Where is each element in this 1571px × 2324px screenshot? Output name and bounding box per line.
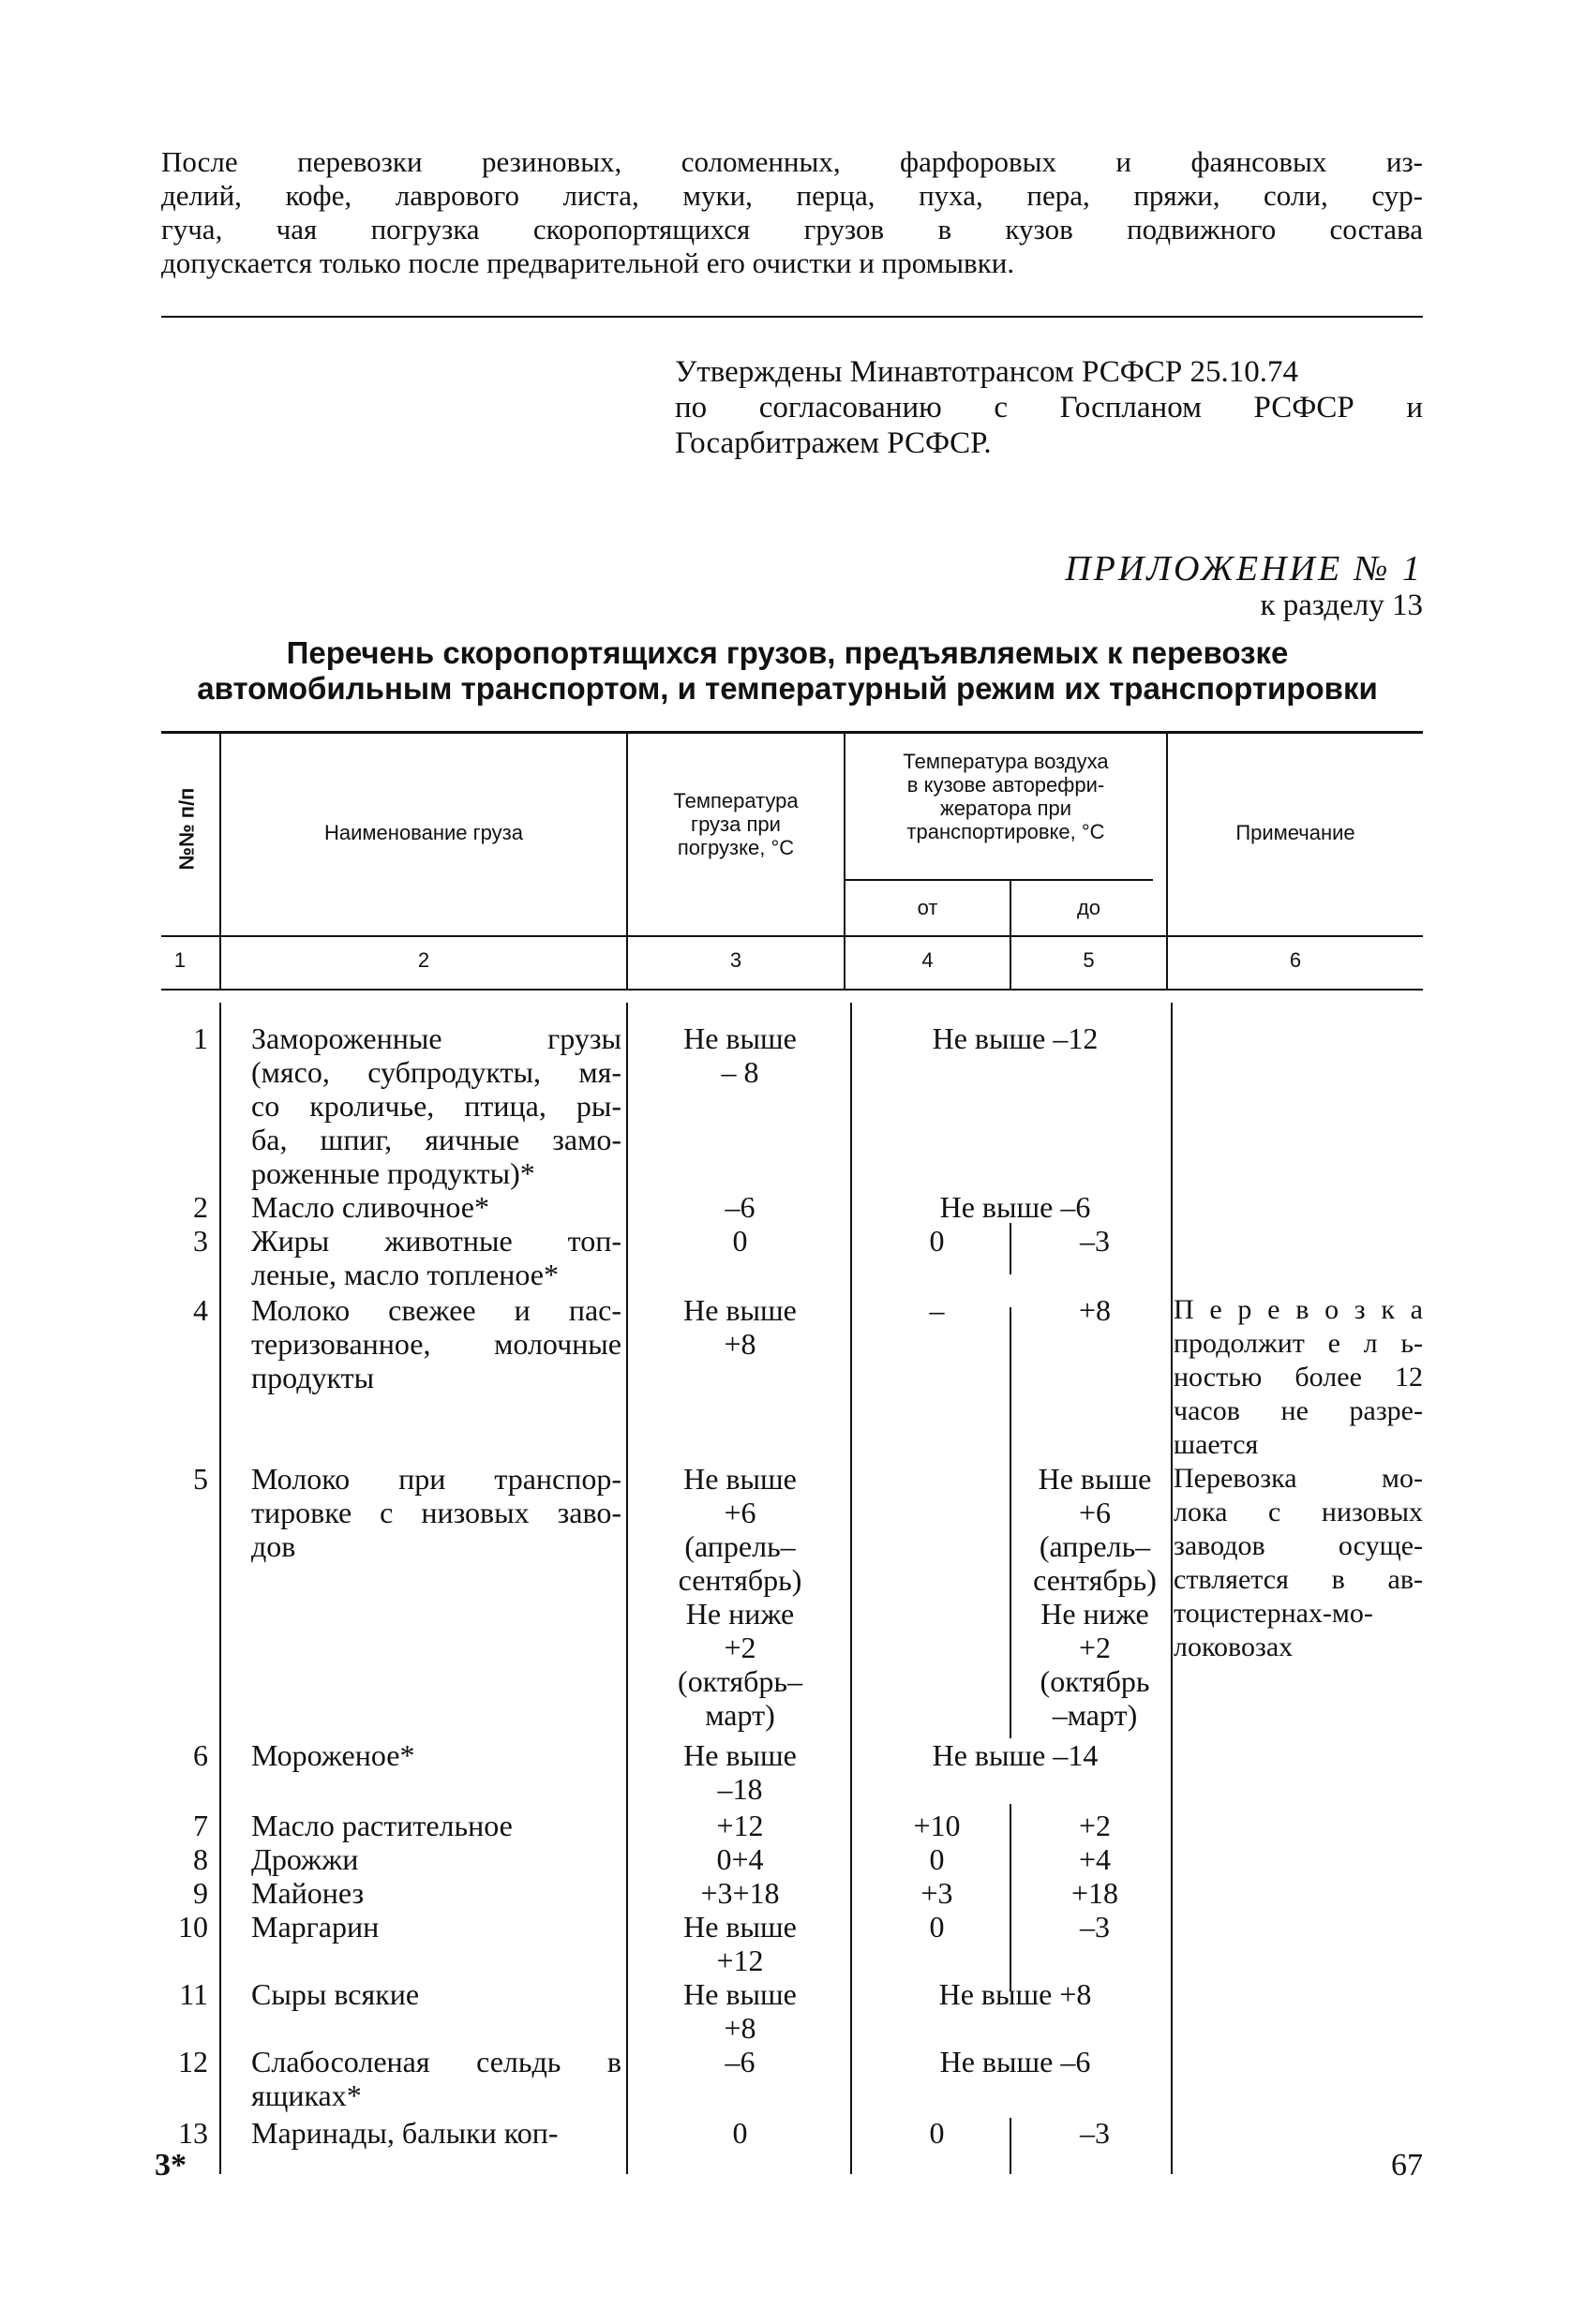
load-temp [635, 1977, 845, 2045]
air-temp-span: Не выше +8 [938, 1977, 1092, 2011]
row-number: 11 [179, 1977, 208, 2011]
appendix-subtitle: к разделу 13 [1260, 588, 1423, 622]
header-line: погрузке, °С [677, 836, 795, 859]
cargo-table [161, 731, 1423, 2174]
table-colnum-rule [161, 989, 1423, 991]
air-temp-from [860, 1224, 1014, 1258]
name-line: Маргарин [251, 1910, 380, 1944]
value-line: – 8 [721, 1055, 759, 1089]
cargo-name [251, 1842, 621, 1876]
column-number: 3 [729, 948, 742, 972]
row-number: 5 [193, 1462, 208, 1496]
name-line: (мясо, субпродукты, мя- [251, 1055, 621, 1089]
value-line: –3 [1080, 1910, 1110, 1944]
cargo-name [251, 1021, 621, 1190]
intro-line: делий, кофе, лаврового листа, муки, перца, пуха, пера, пряжи, соли, сур- [161, 179, 1423, 212]
header-line: жератора при [939, 797, 1072, 820]
name-line: дов [251, 1529, 296, 1563]
load-temp [635, 2045, 845, 2078]
value-line: сентябрь) [678, 1563, 802, 1597]
row-number: 3 [193, 1224, 208, 1258]
note [1174, 1293, 1423, 1462]
value-line: –6 [725, 1190, 756, 1224]
note-line: лока с низовых [1174, 1497, 1423, 1527]
load-temp [635, 1910, 845, 1977]
name-line: Сыры всякие [251, 1977, 420, 2011]
value-line: 0 [929, 1910, 945, 1944]
note-line: часов не разре- [1174, 1395, 1423, 1426]
row-number: 10 [178, 1910, 208, 1944]
value-line: сентябрь) [1033, 1563, 1157, 1597]
body-divider [219, 1003, 221, 2174]
value-line: +8 [724, 1327, 756, 1361]
value-line: +10 [913, 1809, 961, 1842]
row-number: 12 [178, 2045, 208, 2078]
load-temp [635, 2116, 845, 2150]
note-line: заводов осуще- [1174, 1530, 1423, 1561]
load-temp [635, 1876, 845, 1910]
value-line: (октябрь [1040, 1664, 1150, 1698]
row-number: 6 [193, 1738, 208, 1772]
air-temp-to [1019, 1876, 1171, 1910]
name-line: Замороженные грузы [251, 1021, 621, 1055]
header-note: Примечание [1235, 821, 1355, 844]
load-temp [635, 1738, 845, 1806]
name-line: ба, шпиг, яичные замо- [251, 1123, 621, 1156]
value-line: 0 [929, 2116, 945, 2150]
cargo-name [251, 1876, 621, 1910]
value-line: +2 [1078, 1809, 1112, 1842]
load-temp [635, 1190, 845, 1224]
cargo-name [251, 2045, 621, 2112]
cargo-name [251, 1293, 621, 1394]
value-line: март) [705, 1698, 775, 1732]
body-divider [1010, 1307, 1011, 1738]
subheader-rule [844, 879, 1153, 881]
row-number: 1 [193, 1021, 208, 1055]
header-from: от [917, 896, 938, 919]
approval-line: Утверждены Минавтотрансом РСФСР 25.10.74 [675, 355, 1298, 389]
name-line: Масло растительное [251, 1809, 513, 1842]
column-number: 4 [921, 948, 934, 972]
name-line: Дрожжи [251, 1842, 359, 1876]
value-line: +12 [716, 1944, 764, 1977]
value-line: +4 [1078, 1842, 1112, 1876]
value-line: –6 [725, 2045, 756, 2078]
horizontal-rule [161, 316, 1423, 318]
name-line: ящиках* [251, 2078, 362, 2112]
row-number: 4 [193, 1293, 208, 1327]
value-line: –март) [1052, 1698, 1138, 1732]
value-line: 0+4 [716, 1842, 764, 1876]
intro-line: допускается только после предварительной его очистки и промывки. [161, 246, 1015, 279]
list-title [150, 635, 1425, 707]
value-line: Не ниже [1040, 1597, 1149, 1631]
note-line: локовозах [1174, 1631, 1294, 1662]
name-line: продукты [251, 1361, 375, 1394]
header-load-temp [628, 789, 844, 859]
column-number: 6 [1289, 948, 1302, 972]
note-line: П е р е в о з к а [1174, 1294, 1423, 1325]
air-temp-from [860, 1910, 1014, 1944]
load-temp [635, 1462, 845, 1732]
list-title-line: Перечень скоропортящихся грузов, предъявляемых к перевозке [286, 635, 1289, 670]
value-line: Не выше [683, 1293, 797, 1327]
load-temp [635, 1293, 845, 1361]
row-number: 13 [178, 2116, 208, 2150]
value-line: +3 [920, 1876, 953, 1910]
air-temp-to [1019, 2116, 1171, 2150]
name-line: Масло сливочное* [251, 1190, 489, 1224]
intro-paragraph [161, 145, 1423, 280]
value-line: Не выше [683, 1462, 797, 1496]
cargo-name [251, 2116, 621, 2150]
row-number: 2 [193, 1190, 208, 1224]
value-line: Не выше [683, 1021, 797, 1055]
column-number: 1 [173, 948, 187, 972]
value-line: – [929, 1293, 945, 1327]
value-line: (апрель– [684, 1529, 796, 1563]
note-line: продолжит е л ь- [1174, 1328, 1423, 1359]
value-line: (октябрь– [678, 1664, 802, 1698]
air-temp-span: Не выше –6 [939, 2045, 1091, 2078]
value-line: (апрель– [1039, 1529, 1151, 1563]
intro-line: После перевозки резиновых, соломенных, фарфоровых и фаянсовых из- [161, 145, 1423, 178]
name-line: Молоко при транспор- [251, 1462, 621, 1496]
header-to: до [1076, 896, 1101, 919]
value-line: +2 [1078, 1631, 1112, 1664]
header-line: Температура [673, 789, 799, 812]
name-line: Жиры животные топ- [251, 1224, 621, 1258]
name-line: Молоко свежее и пас- [251, 1293, 621, 1327]
note [1174, 1462, 1423, 1664]
air-temp-to [1019, 1842, 1171, 1876]
value-line: 0 [732, 2116, 748, 2150]
air-temp-to [1019, 1293, 1171, 1327]
signature-mark: 3* [155, 2148, 187, 2182]
name-line: леные, масло топленое* [251, 1258, 559, 1291]
air-temp-to [1019, 1809, 1171, 1842]
value-line: +18 [1070, 1876, 1119, 1910]
value-line: +8 [1078, 1293, 1112, 1327]
table-header-rule [161, 935, 1423, 937]
name-line: Майонез [251, 1876, 365, 1910]
value-line: Не выше [683, 1977, 797, 2011]
value-line: 0 [929, 1224, 945, 1258]
value-line: Не выше [1038, 1462, 1152, 1496]
header-line: Температура воздуха [903, 750, 1109, 773]
note-line: ствляется в ав- [1174, 1564, 1423, 1595]
air-temp-from [860, 1842, 1014, 1876]
air-temp-span: Не выше –6 [939, 1190, 1091, 1224]
cargo-name [251, 1462, 621, 1563]
approval-note [675, 354, 1423, 461]
column-number: 2 [417, 948, 430, 972]
value-line: 0 [929, 1842, 945, 1876]
page-number: 67 [1391, 2148, 1423, 2182]
note-line: шается [1174, 1429, 1259, 1460]
intro-line: гуча, чая погрузка скоропортящихся грузов в кузов подвижного состава [161, 213, 1423, 246]
name-line: со кроличье, птица, ры- [251, 1089, 621, 1123]
load-temp [635, 1224, 845, 1258]
value-line: +6 [724, 1496, 756, 1529]
value-line: –18 [717, 1772, 763, 1806]
body-divider [1171, 1003, 1173, 2174]
approval-line: Госарбитражем РСФСР. [675, 426, 992, 460]
column-number: 5 [1083, 948, 1095, 972]
value-line: Не выше [683, 1910, 797, 1944]
air-temp-from [860, 2116, 1014, 2150]
value-line: –3 [1080, 1224, 1110, 1258]
appendix-title: ПРИЛОЖЕНИЕ № 1 [1065, 549, 1423, 588]
row-number: 8 [193, 1842, 208, 1876]
name-line: тировке с низовых заво- [251, 1496, 621, 1529]
load-temp [635, 1021, 845, 1089]
note-line: тоцистернах-мо- [1174, 1598, 1373, 1629]
header-line: транспортировке, °С [906, 820, 1105, 843]
list-title-line: автомобильным транспортом, и температурный режим их транспортировки [197, 671, 1378, 706]
air-temp-span: Не выше –14 [932, 1738, 1099, 1772]
row-number: 7 [193, 1809, 208, 1842]
air-temp-from [860, 1876, 1014, 1910]
cargo-name [251, 1224, 621, 1291]
name-line: Слабосоленая сельдь в [251, 2045, 621, 2078]
note-line: ностью более 12 [1174, 1362, 1423, 1393]
cargo-name [251, 1977, 621, 2011]
value-line: Не выше [683, 1738, 797, 1772]
row-number: 9 [193, 1876, 208, 1910]
value-line: +3+18 [700, 1876, 780, 1910]
air-temp-span: Не выше –12 [932, 1021, 1099, 1055]
header-num: №№ п/п [174, 787, 199, 871]
value-line: –3 [1080, 2116, 1110, 2150]
air-temp-from [860, 1809, 1014, 1842]
name-line: Мороженое* [251, 1738, 415, 1772]
value-line: 0 [732, 1224, 748, 1258]
value-line: +12 [716, 1809, 764, 1842]
table-top-rule [161, 731, 1423, 734]
air-temp-to [1019, 1224, 1171, 1258]
value-line: +6 [1078, 1496, 1112, 1529]
load-temp [635, 1842, 845, 1876]
body-divider [626, 1003, 628, 2174]
load-temp [635, 1809, 845, 1842]
air-temp-to [1019, 1910, 1171, 1944]
name-line: Маринады, балыки коп- [251, 2116, 559, 2150]
air-temp-from [860, 1293, 1014, 1327]
name-line: теризованное, молочные [251, 1327, 621, 1361]
cargo-name [251, 1910, 621, 1944]
header-air-temp [845, 750, 1166, 843]
body-divider [850, 1003, 852, 2174]
approval-line: по согласованию с Госпланом РСФСР и [675, 391, 1423, 425]
value-line: +2 [724, 1631, 756, 1664]
value-line: Не ниже [685, 1597, 795, 1631]
cargo-name [251, 1809, 621, 1842]
note-line: Перевозка мо- [1174, 1463, 1423, 1494]
air-temp-to [1019, 1462, 1171, 1732]
cargo-name [251, 1190, 621, 1224]
name-line: роженные продукты)* [251, 1156, 535, 1190]
value-line: +8 [724, 2011, 756, 2045]
cargo-name [251, 1738, 621, 1772]
header-line: груза при [691, 812, 781, 836]
header-name: Наименование груза [324, 821, 523, 844]
header-line: в кузове авторефри- [906, 773, 1105, 797]
